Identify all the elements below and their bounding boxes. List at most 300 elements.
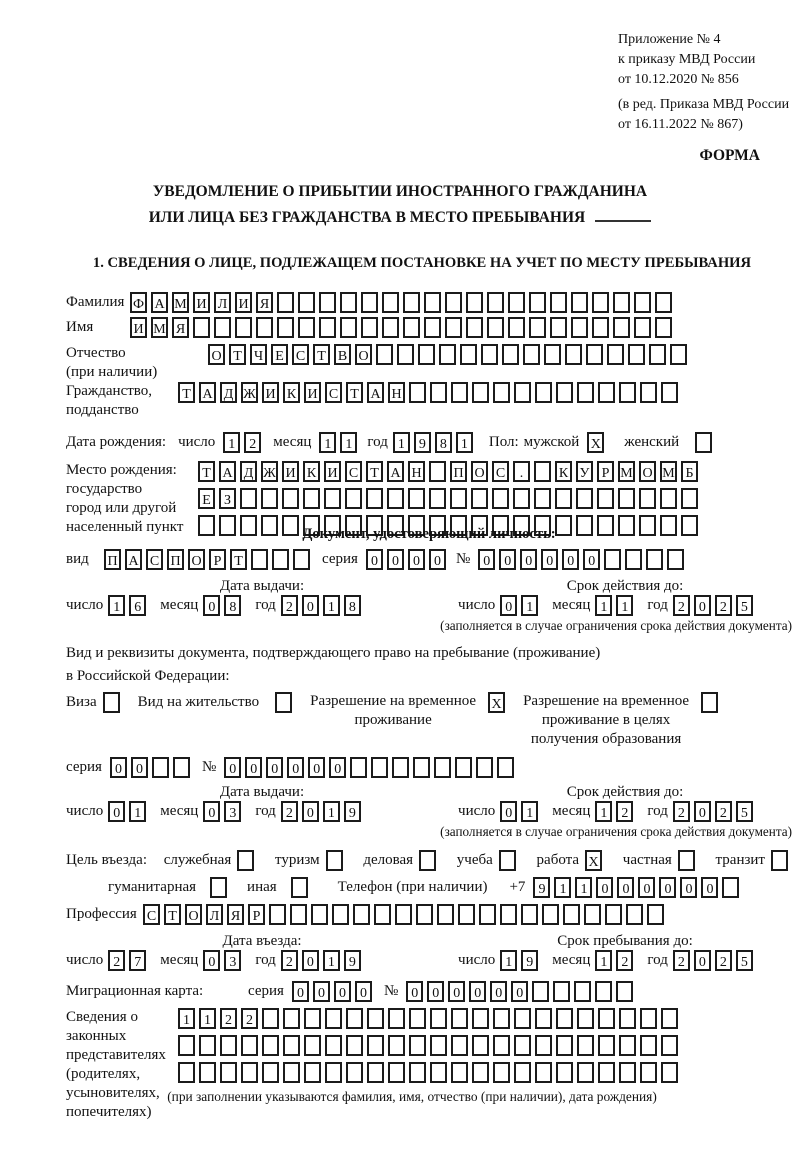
form-cell: 0	[617, 877, 634, 898]
form-cell	[681, 488, 698, 509]
representatives-grid-2	[178, 1035, 682, 1056]
form-cell: 5	[736, 950, 753, 971]
form-cell: 9	[521, 950, 538, 971]
form-cell	[655, 317, 672, 338]
form-cell	[403, 317, 420, 338]
form-cell: 2	[281, 801, 298, 822]
form-cell: 1	[199, 1008, 216, 1029]
form-cell: 0	[490, 981, 507, 1002]
form-cell	[502, 344, 519, 365]
form-cell: 2	[220, 1008, 237, 1029]
form-cell	[529, 292, 546, 313]
form-cell: 1	[595, 595, 612, 616]
form-cell	[661, 382, 678, 403]
form-cell: 1	[521, 801, 538, 822]
form-cell: 0	[499, 549, 516, 570]
form-cell	[418, 344, 435, 365]
form-cell	[345, 488, 362, 509]
form-cell: Р	[248, 904, 265, 925]
form-cell: И	[282, 461, 299, 482]
permit-issue-group: число 0 1 месяц 0 3 год 2 0 1 9	[66, 801, 458, 822]
form-cell: С	[345, 461, 362, 482]
purpose-tourism-checkbox	[326, 850, 347, 871]
form-cell	[499, 850, 516, 871]
form-cell	[388, 1062, 405, 1083]
permit-issue-month-grid	[203, 801, 245, 822]
form-cell	[424, 317, 441, 338]
form-cell: 0	[110, 757, 127, 778]
form-cell: 0	[562, 549, 579, 570]
form-cell: 1	[595, 801, 612, 822]
form-cell: Е	[198, 488, 215, 509]
form-cell	[451, 1008, 468, 1029]
permit-issue-date-label: Дата выдачи:	[219, 784, 305, 800]
form-cell	[493, 1008, 510, 1029]
doc-number-grid	[478, 549, 688, 570]
day-label: число	[178, 434, 216, 450]
temp-permit-label: Разрешение на временное проживание	[310, 693, 477, 728]
male-label: мужской	[523, 434, 580, 450]
form-cell: 3	[224, 801, 241, 822]
form-cell: Ф	[130, 292, 147, 313]
birth-month-grid	[319, 432, 361, 453]
form-cell	[261, 515, 278, 536]
form-cell: 0	[387, 549, 404, 570]
form-cell	[508, 292, 525, 313]
form-cell: Я	[227, 904, 244, 925]
form-cell	[472, 1035, 489, 1056]
form-cell: 0	[694, 950, 711, 971]
form-cell	[479, 904, 496, 925]
form-cell	[235, 317, 252, 338]
migration-card-row	[66, 981, 792, 1002]
form-cell	[367, 1062, 384, 1083]
form-cell: 0	[659, 877, 676, 898]
form-cell	[451, 1035, 468, 1056]
form-cell	[604, 549, 621, 570]
form-cell	[586, 344, 603, 365]
form-cell	[262, 1008, 279, 1029]
form-cell: 5	[736, 801, 753, 822]
form-cell: Т	[198, 461, 215, 482]
purpose-study: учеба	[457, 850, 520, 871]
form-cell: 0	[694, 801, 711, 822]
given-name-grid	[130, 317, 676, 338]
form-cell: 0	[583, 549, 600, 570]
purpose-other-checkbox	[291, 877, 312, 898]
form-cell	[303, 488, 320, 509]
form-cell	[319, 317, 336, 338]
form-cell	[241, 1035, 258, 1056]
form-cell: X	[488, 692, 505, 713]
surname-grid	[130, 292, 676, 313]
form-cell	[152, 757, 169, 778]
form-cell: П	[167, 549, 184, 570]
edition-line-1: (в ред. Приказа МВД России	[618, 97, 790, 112]
surname-label: Фамилия	[66, 294, 125, 310]
purpose-extra-row	[66, 877, 792, 898]
form-cell	[451, 382, 468, 403]
residence-doc-type-row	[66, 692, 792, 749]
residence-permit-option: Вид на жительство	[138, 692, 296, 713]
form-cell: 2	[673, 801, 690, 822]
form-cell: 2	[715, 595, 732, 616]
form-cell: X	[585, 850, 602, 871]
form-cell	[660, 488, 677, 509]
form-cell: П	[104, 549, 121, 570]
form-cell	[430, 382, 447, 403]
form-cell: 0	[680, 877, 697, 898]
form-cell: 3	[224, 950, 241, 971]
sex-female-checkbox	[695, 432, 716, 453]
form-cell: 2	[673, 950, 690, 971]
form-cell: 2	[281, 950, 298, 971]
form-cell	[219, 515, 236, 536]
form-cell	[445, 317, 462, 338]
id-valid-group: число 0 1 месяц 1 1 год 2 0 2 5	[458, 595, 792, 616]
migration-number-grid	[406, 981, 637, 1002]
identity-doc-row	[66, 549, 792, 570]
form-cell	[374, 904, 391, 925]
form-cell	[667, 549, 684, 570]
form-cell	[670, 344, 687, 365]
form-cell	[408, 488, 425, 509]
title-line-2: ИЛИ ЛИЦА БЕЗ ГРАЖДАНСТВА В МЕСТО ПРЕБЫВАНИЯ	[0, 205, 800, 231]
form-cell	[367, 1008, 384, 1029]
patronymic-row	[66, 344, 792, 382]
permit-number-grid	[224, 757, 518, 778]
surname-row	[66, 292, 792, 313]
form-cell: М	[660, 461, 677, 482]
purpose-private-checkbox	[678, 850, 699, 871]
form-cell: 0	[334, 981, 351, 1002]
form-cell	[556, 1008, 573, 1029]
year-label: год	[367, 434, 388, 450]
form-cell	[409, 1062, 426, 1083]
form-cell: И	[235, 292, 252, 313]
form-cell: Т	[229, 344, 246, 365]
form-cell	[458, 904, 475, 925]
form-cell	[574, 981, 591, 1002]
form-cell: И	[130, 317, 147, 338]
form-cell: О	[639, 461, 656, 482]
form-cell: 1	[554, 877, 571, 898]
form-cell	[416, 904, 433, 925]
form-cell: Д	[240, 461, 257, 482]
form-cell: Т	[346, 382, 363, 403]
form-cell	[193, 317, 210, 338]
form-cell	[262, 1035, 279, 1056]
doc-series-grid	[366, 549, 450, 570]
form-cell	[577, 1062, 594, 1083]
form-cell	[508, 317, 525, 338]
form-cell	[514, 1062, 531, 1083]
citizenship-label: Гражданство, подданство	[66, 383, 153, 418]
form-cell	[424, 292, 441, 313]
form-cell: 0	[224, 757, 241, 778]
form-cell: 2	[616, 950, 633, 971]
form-cell	[397, 344, 414, 365]
form-cell	[542, 904, 559, 925]
form-cell: Ж	[241, 382, 258, 403]
form-cell	[350, 757, 367, 778]
form-cell: О	[185, 904, 202, 925]
sex-label: Пол:	[488, 434, 519, 450]
form-cell: 0	[355, 981, 372, 1002]
form-cell	[514, 1035, 531, 1056]
form-cell: 2	[244, 432, 261, 453]
form-cell: Е	[271, 344, 288, 365]
form-cell	[701, 692, 718, 713]
form-cell: К	[283, 382, 300, 403]
form-cell: 0	[429, 549, 446, 570]
form-cell	[646, 549, 663, 570]
given-name-row	[66, 317, 792, 338]
form-cell: Л	[206, 904, 223, 925]
form-cell: 1	[575, 877, 592, 898]
purpose-business-checkbox	[419, 850, 440, 871]
form-cell	[619, 1062, 636, 1083]
form-cell	[251, 549, 268, 570]
permit-series-grid	[110, 757, 194, 778]
form-cell	[419, 850, 436, 871]
form-cell	[534, 488, 551, 509]
form-cell: 2	[673, 595, 690, 616]
temp-permit-edu-option	[523, 692, 722, 749]
patronymic-label: Отчество (при наличии)	[66, 345, 158, 380]
form-cell: 1	[500, 950, 517, 971]
form-cell: 2	[715, 801, 732, 822]
form-cell	[626, 904, 643, 925]
form-cell	[283, 1008, 300, 1029]
form-cell: 0	[701, 877, 718, 898]
form-cell	[214, 317, 231, 338]
form-cell: Л	[214, 292, 231, 313]
form-cell	[376, 344, 393, 365]
permit-issue-year-grid	[281, 801, 365, 822]
form-cell: 0	[292, 981, 309, 1002]
form-cell	[577, 382, 594, 403]
form-cell	[576, 488, 593, 509]
form-cell	[598, 382, 615, 403]
form-cell: 1	[521, 595, 538, 616]
form-cell: А	[387, 461, 404, 482]
form-cell	[655, 292, 672, 313]
form-cell	[277, 292, 294, 313]
form-cell	[634, 292, 651, 313]
purpose-other: иная	[247, 877, 312, 898]
form-cell: 0	[694, 595, 711, 616]
id-issue-group: число 1 6 месяц 0 8 год 2 0 1 8	[66, 595, 458, 616]
form-cell: 0	[203, 595, 220, 616]
phone-label: Телефон (при наличии)	[337, 879, 488, 895]
form-cell	[592, 292, 609, 313]
profession-label: Профессия	[66, 906, 137, 922]
form-cell	[275, 692, 292, 713]
form-cell	[366, 488, 383, 509]
purpose-private: частная	[623, 850, 699, 871]
form-cell: 0	[245, 757, 262, 778]
form-cell: С	[325, 382, 342, 403]
form-cell: О	[471, 461, 488, 482]
form-cell	[598, 1062, 615, 1083]
form-cell	[298, 317, 315, 338]
form-cell	[577, 1008, 594, 1029]
form-cell	[240, 515, 257, 536]
form-cell: 1	[223, 432, 240, 453]
id-valid-day-grid	[500, 595, 542, 616]
document-title	[0, 179, 800, 231]
form-cell: 2	[616, 801, 633, 822]
form-cell: 9	[533, 877, 550, 898]
patronymic-grid	[208, 344, 691, 365]
form-cell	[598, 1035, 615, 1056]
doc-number-label: №	[455, 551, 471, 567]
edition-line-2: от 16.11.2022 № 867)	[618, 117, 743, 132]
title-line-1: УВЕДОМЛЕНИЕ О ПРИБЫТИИ ИНОСТРАННОГО ГРАЖДАНИНА	[152, 183, 648, 200]
form-cell	[640, 1008, 657, 1029]
form-cell: О	[208, 344, 225, 365]
form-cell	[563, 904, 580, 925]
form-cell: Р	[597, 461, 614, 482]
form-cell	[298, 292, 315, 313]
form-cell	[535, 1062, 552, 1083]
purpose-business: деловая	[363, 850, 440, 871]
form-cell: С	[492, 461, 509, 482]
form-cell	[500, 904, 517, 925]
form-cell	[472, 1062, 489, 1083]
form-cell	[571, 317, 588, 338]
profession-row	[66, 904, 792, 925]
form-cell	[481, 344, 498, 365]
form-cell	[523, 344, 540, 365]
representatives-note: (при заполнении указываются фамилия, имя, отчество (при наличии), дата рождения)	[167, 1089, 657, 1104]
form-cell: 0	[131, 757, 148, 778]
form-cell	[471, 488, 488, 509]
form-cell: 1	[108, 595, 125, 616]
migration-number-label: №	[383, 983, 399, 999]
form-cell: 0	[406, 981, 423, 1002]
purpose-tourism: туризм	[275, 850, 347, 871]
month-label: месяц	[273, 434, 312, 450]
form-cell	[430, 1062, 447, 1083]
form-cell: 1	[595, 950, 612, 971]
section-1-heading: 1. СВЕДЕНИЯ О ЛИЦЕ, ПОДЛЕЖАЩЕМ ПОСТАНОВКЕ НА УЧЕТ ПО МЕСТУ ПРЕБЫВАНИЯ	[92, 255, 752, 271]
form-cell	[492, 488, 509, 509]
form-cell	[283, 1035, 300, 1056]
form-cell	[325, 1035, 342, 1056]
form-cell	[282, 515, 299, 536]
id-validity-note: (заполняется в случае ограничения срока действия документа)	[440, 618, 792, 633]
form-cell	[661, 1035, 678, 1056]
migration-series-grid	[292, 981, 376, 1002]
representatives-row	[66, 1008, 792, 1122]
permit-validity-note: (заполняется в случае ограничения срока действия документа)	[440, 824, 792, 839]
form-cell: К	[303, 461, 320, 482]
form-cell	[311, 904, 328, 925]
id-valid-year-grid	[673, 595, 757, 616]
form-cell	[521, 904, 538, 925]
form-cell	[409, 382, 426, 403]
appendix-line-2: к приказу МВД России	[618, 52, 756, 67]
purpose-official-checkbox	[237, 850, 258, 871]
form-cell	[282, 488, 299, 509]
form-cell: А	[151, 292, 168, 313]
form-cell	[634, 317, 651, 338]
form-cell	[382, 292, 399, 313]
form-cell: Т	[366, 461, 383, 482]
form-cell	[293, 549, 310, 570]
form-cell: 0	[308, 757, 325, 778]
form-cell	[660, 515, 677, 536]
form-cell	[361, 317, 378, 338]
form-cell: 0	[478, 549, 495, 570]
stay-until-label: Срок пребывания до:	[557, 933, 693, 949]
form-cell: 2	[715, 950, 732, 971]
form-cell	[476, 757, 493, 778]
entry-day-grid	[108, 950, 150, 971]
form-cell	[346, 1008, 363, 1029]
form-cell	[367, 1035, 384, 1056]
form-cell: З	[219, 488, 236, 509]
form-cell: Ж	[261, 461, 278, 482]
form-cell: 0	[302, 950, 319, 971]
form-cell: 1	[323, 801, 340, 822]
purpose-study-checkbox	[499, 850, 520, 871]
form-cell	[618, 515, 635, 536]
phone-grid	[533, 877, 743, 898]
purpose-humanitarian-checkbox	[210, 877, 231, 898]
entry-date-group: число 2 7 месяц 0 3 год 2 0 1 9	[66, 950, 458, 971]
entry-purpose-row	[66, 850, 792, 871]
representatives-label: Сведения о законных представителях (родителях, усыновителях, попечителях)	[66, 1009, 166, 1120]
form-cell	[640, 382, 657, 403]
form-cell	[240, 488, 257, 509]
form-cell	[535, 382, 552, 403]
form-cell	[346, 1035, 363, 1056]
form-cell: 1	[616, 595, 633, 616]
form-cell: 0	[638, 877, 655, 898]
form-cell	[625, 549, 642, 570]
birth-date-label: Дата рождения:	[66, 434, 167, 450]
purpose-transit-checkbox	[771, 850, 792, 871]
permit-valid-month-grid	[595, 801, 637, 822]
migration-card-label: Миграционная карта:	[66, 983, 204, 999]
form-cell	[565, 344, 582, 365]
form-cell: Н	[408, 461, 425, 482]
form-cell	[388, 1035, 405, 1056]
entry-dates-head	[66, 933, 792, 950]
form-cell	[532, 981, 549, 1002]
form-cell	[628, 344, 645, 365]
form-cell	[619, 382, 636, 403]
representatives-grid-1	[178, 1008, 682, 1029]
form-cell	[392, 757, 409, 778]
form-cell: 0	[427, 981, 444, 1002]
form-cell: 1	[393, 432, 410, 453]
form-cell: П	[450, 461, 467, 482]
form-cell	[319, 292, 336, 313]
form-cell	[576, 515, 593, 536]
form-cell	[199, 1035, 216, 1056]
permit-dates-head	[66, 784, 792, 801]
form-cell: 0	[266, 757, 283, 778]
birthplace-grid-1	[198, 461, 702, 482]
form-cell	[237, 850, 254, 871]
form-cell: 0	[596, 877, 613, 898]
form-cell: М	[151, 317, 168, 338]
id-valid-month-grid	[595, 595, 637, 616]
